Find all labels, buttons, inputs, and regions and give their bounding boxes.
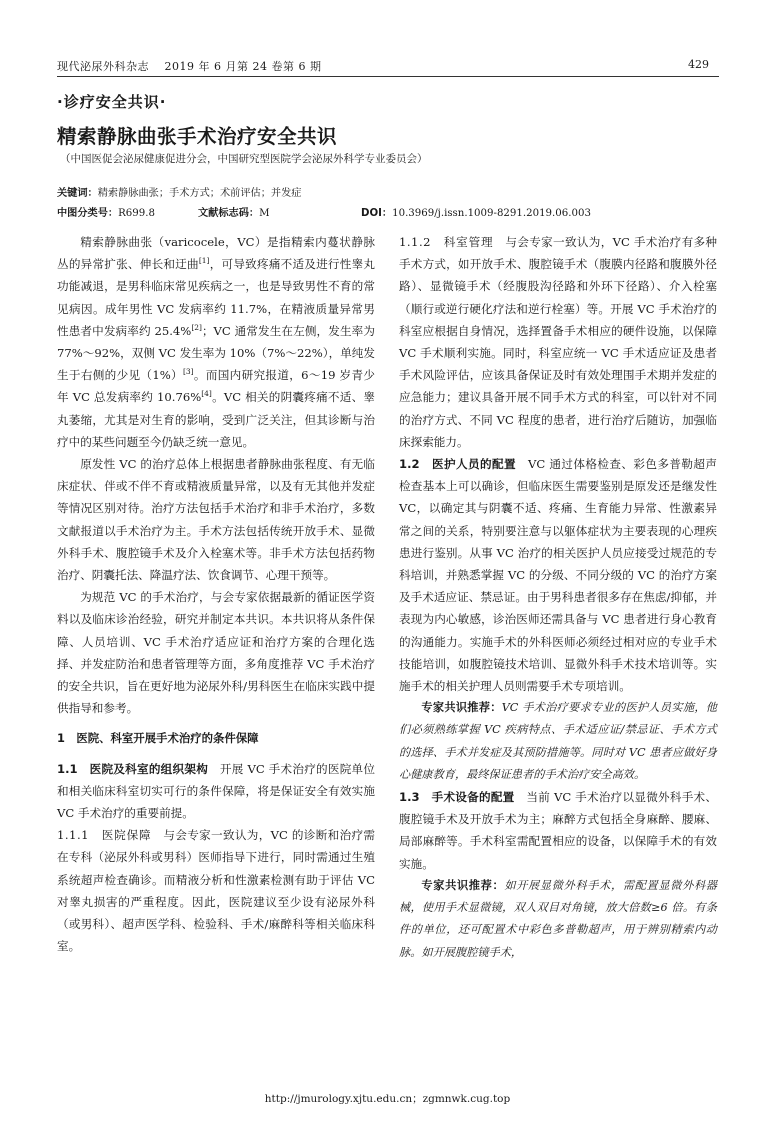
citation-ref: [3] xyxy=(182,367,194,377)
clc-field xyxy=(57,204,155,219)
page-number: 429 xyxy=(688,58,709,71)
keywords-value: 精索静脉曲张；手术方式；术前评估；并发症 xyxy=(97,188,302,199)
subsection-text: VC 通过体格检查、彩色多普勒超声检查基本上可以确诊，但临床医生需要鉴别是原发还是继发性 VC，以确定其与阴囊不适、疼痛、生育能力异常、性激素异常之间的关系，特别要注意与以躯体症状为主要表现的心理疾患进行鉴别。从事 VC 治疗的相关医护人员应接受过规范的专科培训，并熟悉掌握 VC 的分级、不同分级的 VC 的治疗方案及手术适应证、禁忌证。由于男科患者很多存在焦虑/抑郁，并表现为内心敏感，诊治医师还需具备与 VC 患者进行身心教育的沟通能力。实施手术的外科医师必须经过相对应的专业手术技能培训，如腹腔镜技术培训、显微外科手术技术培训等。实施手术的相关护理人员则需要手术专项培训。 xyxy=(399,457,717,694)
subsection-text: 开展 VC 手术治疗的医院单位和相关临床科室切实可行的条件保障，将是保证安全有效实施 VC 手术治疗的重要前提。 xyxy=(57,761,375,821)
doc-code-value: M xyxy=(259,208,270,219)
article-authors: （中国医促会泌尿健康促进分会，中国研究型医院学会泌尿外科学专业委员会） xyxy=(60,153,428,165)
footer-urls: http://jmurology.xjtu.edu.cn；zgmnwk.cug.top xyxy=(264,1093,511,1105)
intro-paragraph-1 xyxy=(57,231,375,453)
doi-value: 10.3969/j.issn.1009-8291.2019.06.003 xyxy=(392,208,591,219)
text-run: 。而国内研究报道，6～19 岁青少年 VC 总发病率约 10.76% xyxy=(57,368,375,405)
classification-line xyxy=(57,204,719,218)
subsection-1-1-2 xyxy=(399,231,717,453)
doc-code-field xyxy=(198,204,270,219)
keywords-line xyxy=(57,184,302,199)
section-heading-1: 1 医院、科室开展手术治疗的条件保障 xyxy=(57,731,259,746)
subsection-text: 与会专家一致认为，VC 的诊断和治疗需在专科（泌尿外科或男科）医师指导下进行，同时需通过生殖系统超声检查确诊。而精液分析和性激素检测有助于评估 VC 对睾丸损害的严重程度。因此，医院建议至少设有泌尿外科（或男科）、超声医学科、检验科、手术/麻醉科等相关临床科室。 xyxy=(57,828,376,954)
doi-label: DOI： xyxy=(361,208,393,219)
text-run: ；VC 通常发生在左侧，发生率为 77%～92%，双侧 VC 发生率为 10%（7%～22%），单纯发生于右侧的少见（1%） xyxy=(57,323,375,383)
section-tag: ·诊疗安全共识· xyxy=(57,93,167,111)
expert-recommendation-2 xyxy=(399,875,717,964)
subsection-heading: 1.1.1 医院保障 xyxy=(57,828,152,843)
recommendation-text: VC 手术治疗要求专业的医护人员实施，他们必须熟练掌握 VC 疾病特点、手术适应证/禁忌证、手术方式的选择、手术并发症及其预防措施等。同时对 VC 患者应做好身心健康教育，最终保证患者的手术治疗安全高效。 xyxy=(399,701,717,781)
clc-label: 中图分类号： xyxy=(57,208,119,219)
subsection-1-3 xyxy=(399,786,717,875)
subsection-heading: 1.2 医护人员的配置 xyxy=(399,457,516,472)
citation-ref: [1] xyxy=(198,256,210,266)
recommendation-label: 专家共识推荐： xyxy=(421,701,502,715)
intro-paragraph-2: 原发性 VC 的治疗总体上根据患者静脉曲张程度、有无临床症状、伴或不伴不育或精液质量异常，以及有无其他并发症等情况区别对待。治疗方法包括手术治疗和非手术治疗，多数文献报道以手术治疗为主。手术方法包括传统开放手术、显微外科手术、腹腔镜手术及介入栓塞术等。非手术方法包括药物治疗、阴囊托法、降温疗法、饮食调节、心理干预等。 xyxy=(57,457,375,583)
subsection-1-1-1 xyxy=(57,824,375,957)
keywords-label: 关键词： xyxy=(57,188,98,199)
subsection-1-2 xyxy=(399,453,717,697)
subsection-1-1 xyxy=(57,758,375,825)
clc-value: R699.8 xyxy=(118,208,155,219)
subsection-heading: 1.1 医院及科室的组织架构 xyxy=(57,761,209,776)
citation-ref: [2] xyxy=(191,322,202,332)
text-run: 。VC 相关的阴囊疼痛不适、睾丸萎缩，尤其是对生育的影响，受到广泛关注，但其诊断与治疗中的某些问题至今仍缺乏统一意见。 xyxy=(57,390,375,449)
subsection-heading: 1.3 手术设备的配置 xyxy=(399,790,515,805)
recommendation-label: 专家共识推荐： xyxy=(421,878,505,892)
article-title: 精索静脉曲张手术治疗安全共识 xyxy=(57,125,338,148)
left-column xyxy=(57,231,375,958)
subsection-text: 当前 VC 手术治疗以显微外科手术、腹腔镜手术及开放手术为主；麻醉方式包括全身麻醉、腰麻、局部麻醉等。手术科室需配置相应的设备，以保障手术的有效实施。 xyxy=(399,790,717,871)
doc-code-label: 文献标志码： xyxy=(198,208,260,219)
recommendation-text: 如开展显微外科手术，需配置显微外科器械，使用手术显微镜，双人双目对角镜，放大倍数≥6 倍。有条件的单位，还可配置术中彩色多普勒超声，用于辨别精索内动脉。如开展腹腔镜手术， xyxy=(399,878,717,959)
doi-field xyxy=(361,204,591,219)
citation-ref: [4] xyxy=(201,389,212,399)
text-run: ，可导致疼痛不适及进行性睾丸功能减退，是男科临床常见疾病之一，也是导致男性不育的常见病因。成年男性 VC 发病率约 11.7%，在精液质量异常男性患者中发病率约 25.4% xyxy=(57,257,375,338)
expert-recommendation-1 xyxy=(399,697,717,786)
right-column xyxy=(399,231,717,964)
header-rule xyxy=(57,76,719,77)
running-header-journal: 现代泌尿外科杂志 2019 年 6 月第 24 卷第 6 期 xyxy=(57,60,322,73)
intro-paragraph-3: 为规范 VC 的手术治疗，与会专家依据最新的循证医学资料以及临床诊治经验，研究并制定本共识。本共识将从条件保障、人员培训、VC 手术治疗适应证和治疗方案的合理化选择、并发症防治和患者管理等方面，多角度推荐 VC 手术治疗的安全共识，旨在更好地为泌尿外科/男科医生在临床实践中提供指导和参考。 xyxy=(57,590,375,716)
text-run: 精索静脉曲张（varicocele，VC）是指精索内蔓状静脉丛的异常扩张、伸长和迂曲 xyxy=(57,235,375,272)
subsection-text: 与会专家一致认为，VC 手术治疗有多种手术方式，如开放手术、腹腔镜手术（腹膜内径路和腹膜外径路）、显微镜手术（经腹股沟径路和外环下径路）、介入栓塞（顺行或逆行硬化疗法和逆行栓塞）等。开展 VC 手术治疗的科室应根据自身情况，选择置备手术相应的硬件设施，以保障 VC 手术顺利实施。同时，科室应统一 VC 手术适应证及患者手术风险评估，应该具备保证及时有效处理围手术期并发症的应急能力；建议具备开展不同手术方式的科室，可以针对不同的治疗方式、不同 VC 程度的患者，进行治疗后随访，加强临床探索能力。 xyxy=(399,235,718,449)
subsection-heading: 1.1.2 科室管理 xyxy=(399,235,494,249)
